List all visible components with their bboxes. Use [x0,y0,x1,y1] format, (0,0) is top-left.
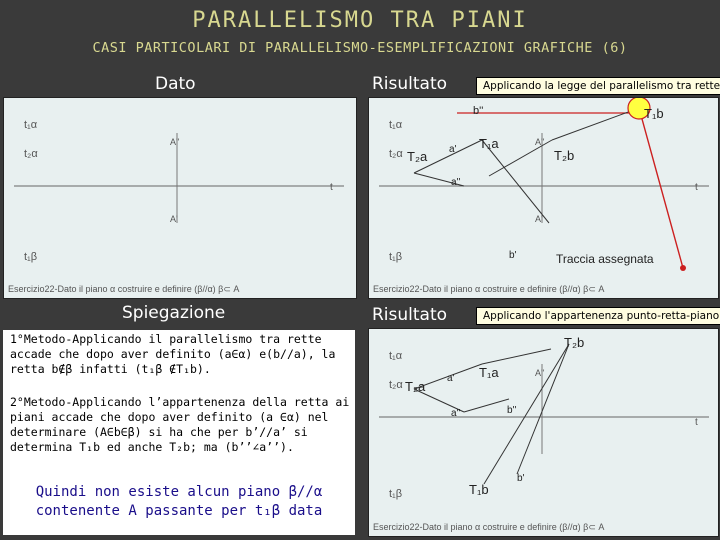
traccia-line [639,108,683,268]
svg-text:A'': A'' [535,137,545,147]
panel-risultato-1 [368,97,719,299]
explanation-method-1: 1°Metodo-Applicando il parallelismo tra rette accade che dopo aver definito (a∈α) e(b//a), la retta b∉β infatti (t₁β ∉T₁b). [10,332,336,376]
svg-text:A'': A'' [535,368,545,378]
label-A1: A' [170,214,178,224]
svg-text:t: t [695,182,698,193]
svg-text:b'': b'' [507,405,517,416]
label-t2a: t₂α [24,148,38,160]
svg-text:t₁β: t₁β [389,251,403,263]
svg-text:t₂α: t₂α [389,148,403,160]
label-T2a: T₂a [407,149,428,164]
label-a2: a'' [451,177,461,188]
svg-text:a'': a'' [451,408,461,419]
label-T2a-2: T₂a [405,379,426,394]
header-risultato-2: Risultato [372,305,448,325]
note-appartenenza: Applicando l'appartenenza punto-retta-piano [476,307,720,325]
label-T1b-2: T₁b [469,482,489,497]
label-t: t [330,182,333,193]
header-dato: Dato [155,74,196,94]
label-T1a-2: T₁a [479,365,499,380]
svg-text:t₁α: t₁α [389,119,403,131]
label-T1a: T₁a [479,136,499,151]
header-risultato-1: Risultato [372,74,448,94]
label-T2b: T₂b [554,148,575,163]
svg-text:t₁α: t₁α [389,350,403,362]
explanation-method-2: 2°Metodo-Applicando l’appartenenza della retta ai piani accade che dopo aver definito (a ∈α) nel determinare (A∈b∈β) si ha che per b’//a’ si determina T₁b ed anche T₂b; ma (b’’∠a’’). [10,395,350,454]
svg-text:Esercizio22-Dato il piano α co: Esercizio22-Dato il piano α costruire e definire (β//α) β⊂ A [373,522,605,532]
svg-text:t: t [695,417,698,428]
label-A2: A'' [170,137,180,147]
note-legge-parallelismo: Applicando la legge del parallelismo tra rette [476,77,720,95]
page-title: PARALLELISMO TRA PIANI [192,8,528,33]
panel-risultato-2 [368,328,719,537]
header-spiegazione: Spiegazione [122,303,226,323]
svg-text:Esercizio22-Dato il piano α co: Esercizio22-Dato il piano α costruire e definire (β//α) β⊂ A [373,284,605,294]
label-b1: b' [509,250,517,261]
label-traccia: Traccia assegnata [556,252,654,266]
svg-text:b': b' [517,473,525,484]
svg-text:a': a' [447,373,455,384]
svg-text:t₁β: t₁β [389,488,403,500]
label-b2: b'' [473,105,484,117]
label-T1b: T₁b [644,106,664,121]
svg-text:t₂α: t₂α [389,379,403,391]
panel-dato [3,97,357,299]
explanation-conclusion: Quindi non esiste alcun piano β//α contenente A passante per t₁β data [35,484,323,519]
explanation-box [3,330,355,535]
page-subtitle: CASI PARTICOLARI DI PARALLELISMO-ESEMPLIFICAZIONI GRAFICHE (6) [92,40,628,56]
svg-text:A': A' [535,214,543,224]
label-t1b: t₁β [24,251,38,263]
label-t1a: t₁α [24,119,38,131]
exercise-caption: Esercizio22-Dato il piano α costruire e definire (β//α) β⊂ A [8,284,240,294]
label-T2b-2: T₂b [564,335,585,350]
label-a1: a' [449,144,457,155]
